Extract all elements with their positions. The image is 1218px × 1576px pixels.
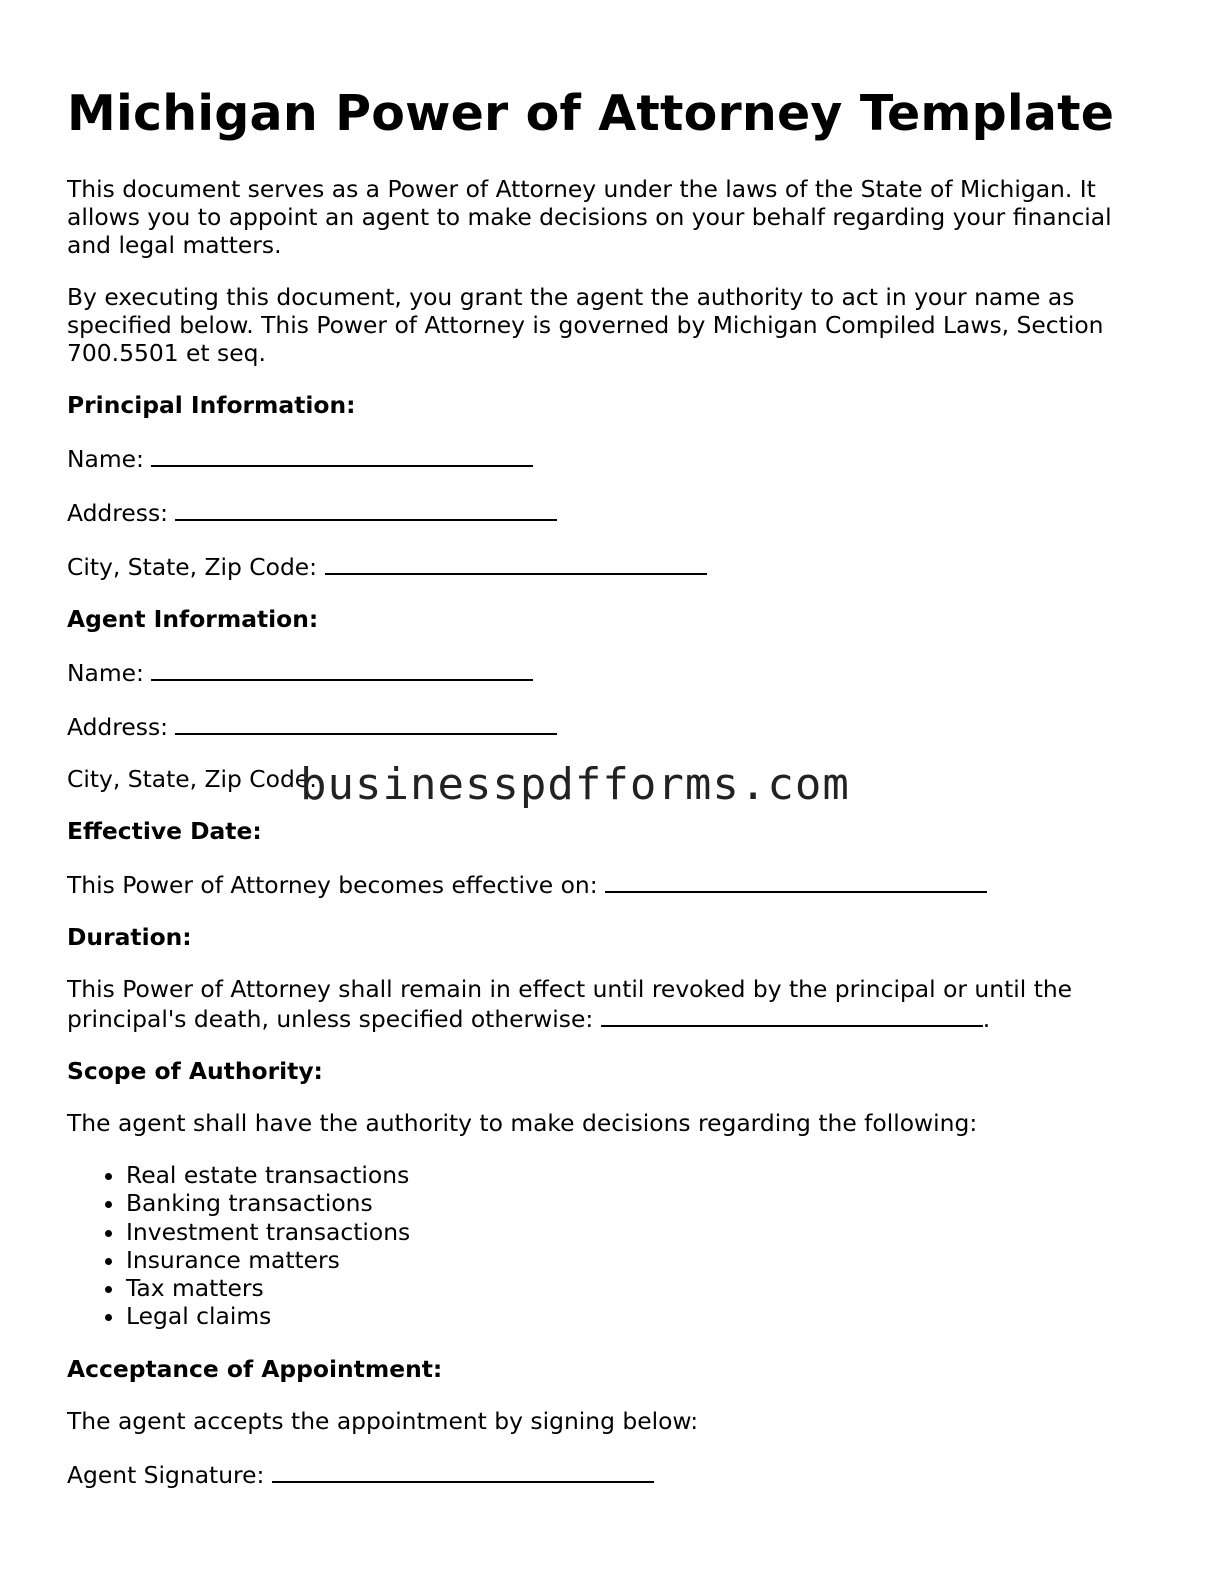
intro-paragraph-2: By executing this document, you grant the agent the authority to act in your name as specified below. This Power of Attorney is governed by Michigan Compiled Laws, Section 700.5501 et seq.	[67, 283, 1104, 367]
principal-city-row	[67, 551, 1157, 581]
acceptance-heading: Acceptance of Appointment:	[67, 1354, 443, 1383]
principal-name-row	[67, 443, 1157, 473]
watermark: businesspdfforms.com	[300, 759, 850, 810]
agent-signature-field[interactable]	[272, 1459, 654, 1483]
agent-name-label: Name:	[67, 659, 144, 687]
agent-name-row	[67, 657, 1157, 687]
duration-text: This Power of Attorney shall remain in effect until revoked by the principal or until the principal's death, unless specified otherwise:	[67, 975, 1073, 1033]
scope-list	[67, 1161, 1157, 1331]
agent-name-field[interactable]	[151, 657, 533, 681]
duration-row	[67, 975, 1157, 1033]
list-item: • Real estate transactions	[126, 1161, 1157, 1189]
effective-row	[67, 869, 1157, 899]
list-item: • Insurance matters	[126, 1246, 1157, 1274]
duration-period: .	[982, 1005, 991, 1033]
intro-paragraph-1: This document serves as a Power of Attorney under the laws of the State of Michigan. It allows you to appoint an agent to make decisions on your behalf regarding your financial and legal matters.	[67, 175, 1112, 259]
duration-field[interactable]	[601, 1003, 983, 1027]
principal-address-field[interactable]	[175, 497, 557, 521]
principal-address-row	[67, 497, 1157, 527]
agent-signature-row	[67, 1459, 1157, 1489]
principal-address-label: Address:	[67, 499, 169, 527]
list-item: • Legal claims	[126, 1302, 1157, 1330]
principal-city-field[interactable]	[325, 551, 707, 575]
list-item: • Investment transactions	[126, 1218, 1157, 1246]
scope-heading: Scope of Authority:	[67, 1057, 323, 1085]
scope-text: The agent shall have the authority to make decisions regarding the following:	[67, 1109, 978, 1137]
agent-city-label: City, State, Zip Code:	[67, 765, 318, 793]
acceptance-text: The agent accepts the appointment by signing below:	[67, 1406, 699, 1435]
document-title: Michigan Power of Attorney Template	[67, 85, 1115, 142]
list-item: • Tax matters	[126, 1274, 1157, 1302]
principal-name-label: Name:	[67, 445, 144, 473]
agent-signature-label: Agent Signature:	[67, 1460, 265, 1489]
agent-heading: Agent Information:	[67, 605, 319, 633]
list-item: • Banking transactions	[126, 1189, 1157, 1217]
effective-date-field[interactable]	[605, 869, 987, 893]
effective-heading: Effective Date:	[67, 817, 262, 845]
agent-address-field[interactable]	[175, 711, 557, 735]
agent-address-label: Address:	[67, 713, 169, 741]
principal-name-field[interactable]	[151, 443, 533, 467]
agent-address-row	[67, 711, 1157, 741]
duration-heading: Duration:	[67, 923, 192, 951]
principal-heading: Principal Information:	[67, 391, 356, 419]
principal-city-label: City, State, Zip Code:	[67, 553, 318, 581]
effective-text: This Power of Attorney becomes effective on:	[67, 871, 598, 899]
